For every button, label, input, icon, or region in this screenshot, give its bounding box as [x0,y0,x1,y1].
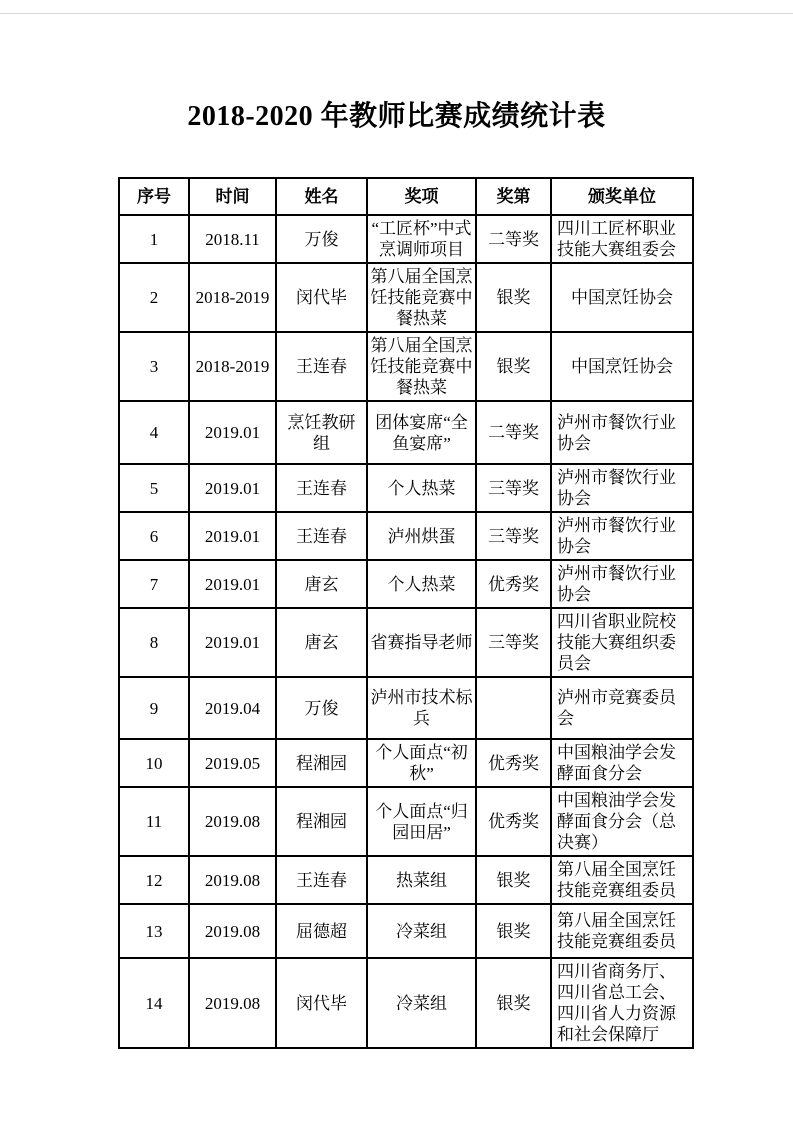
cell-award: “工匠杯”中式烹调师项目 [367,215,476,263]
col-header-award: 奖项 [367,178,476,215]
cell-award: 第八届全国烹饪技能竞赛中餐热菜 [367,263,476,332]
results-table [118,177,694,1049]
cell-award: 冷菜组 [367,904,476,958]
cell-no: 1 [119,215,189,263]
cell-unit: 四川省商务厅、四川省总工会、四川省人力资源和社会保障厅 [551,958,693,1048]
cell-unit: 中国烹饪协会 [551,332,693,401]
cell-no: 10 [119,739,189,787]
cell-time: 2019.04 [189,677,276,739]
cell-no: 2 [119,263,189,332]
cell-award: 泸州市技术标兵 [367,677,476,739]
cell-no: 9 [119,677,189,739]
cell-unit: 中国粮油学会发酵面食分会 [551,739,693,787]
cell-name: 闵代毕 [276,263,367,332]
col-header-name: 姓名 [276,178,367,215]
cell-time: 2018-2019 [189,263,276,332]
cell-no: 12 [119,856,189,904]
cell-award: 个人热菜 [367,560,476,608]
cell-no: 13 [119,904,189,958]
cell-time: 2019.01 [189,401,276,464]
cell-time: 2019.05 [189,739,276,787]
table-row [119,787,693,856]
page-top-divider [0,13,793,14]
cell-no: 7 [119,560,189,608]
cell-award: 个人热菜 [367,464,476,512]
document-title: 2018-2020 年教师比赛成绩统计表 [187,101,606,132]
cell-rank: 银奖 [476,856,551,904]
col-header-time: 时间 [189,178,276,215]
cell-unit: 第八届全国烹饪技能竞赛组委员 [551,904,693,958]
cell-name: 王连春 [276,856,367,904]
table-row [119,677,693,739]
cell-no: 5 [119,464,189,512]
cell-rank: 优秀奖 [476,787,551,856]
cell-time: 2019.01 [189,464,276,512]
cell-award: 泸州烘蛋 [367,512,476,560]
table-row [119,904,693,958]
cell-award: 个人面点“初秋” [367,739,476,787]
table-row [119,739,693,787]
col-header-no: 序号 [119,178,189,215]
cell-award: 省赛指导老师 [367,608,476,677]
cell-unit: 中国烹饪协会 [551,263,693,332]
cell-name: 万俊 [276,215,367,263]
cell-unit: 第八届全国烹饪技能竞赛组委员 [551,856,693,904]
cell-name: 唐玄 [276,608,367,677]
cell-award: 个人面点“归园田居” [367,787,476,856]
cell-unit: 四川工匠杯职业技能大赛组委会 [551,215,693,263]
cell-rank: 银奖 [476,263,551,332]
cell-unit: 四川省职业院校技能大赛组织委员会 [551,608,693,677]
cell-rank: 银奖 [476,904,551,958]
cell-time: 2019.08 [189,856,276,904]
col-header-rank: 奖第 [476,178,551,215]
col-header-unit: 颁奖单位 [551,178,693,215]
cell-rank: 三等奖 [476,608,551,677]
cell-rank: 优秀奖 [476,739,551,787]
cell-name: 闵代毕 [276,958,367,1048]
cell-time: 2019.08 [189,958,276,1048]
table-row [119,958,693,1048]
cell-award: 团体宴席“全鱼宴席” [367,401,476,464]
cell-no: 3 [119,332,189,401]
table-row [119,464,693,512]
table-header-row [119,178,693,215]
cell-time: 2018-2019 [189,332,276,401]
table-row [119,401,693,464]
cell-name: 王连春 [276,464,367,512]
cell-unit: 泸州市餐饮行业协会 [551,560,693,608]
cell-rank [476,677,551,739]
cell-rank: 优秀奖 [476,560,551,608]
cell-name: 程湘园 [276,787,367,856]
cell-unit: 泸州市餐饮行业协会 [551,464,693,512]
cell-time: 2019.01 [189,560,276,608]
cell-name: 程湘园 [276,739,367,787]
cell-name: 王连春 [276,332,367,401]
cell-rank: 二等奖 [476,401,551,464]
cell-time: 2019.08 [189,787,276,856]
cell-unit: 泸州市餐饮行业协会 [551,401,693,464]
results-table-body [119,215,693,1048]
cell-time: 2018.11 [189,215,276,263]
cell-no: 14 [119,958,189,1048]
cell-no: 6 [119,512,189,560]
cell-rank: 三等奖 [476,512,551,560]
table-row [119,856,693,904]
table-row [119,263,693,332]
cell-unit: 泸州市竞赛委员会 [551,677,693,739]
cell-name: 烹饪教研组 [276,401,367,464]
cell-time: 2019.08 [189,904,276,958]
table-row [119,215,693,263]
table-row [119,560,693,608]
cell-unit: 中国粮油学会发酵面食分会（总决赛） [551,787,693,856]
cell-no: 4 [119,401,189,464]
cell-rank: 银奖 [476,332,551,401]
cell-name: 万俊 [276,677,367,739]
cell-award: 热菜组 [367,856,476,904]
cell-award: 冷菜组 [367,958,476,1048]
table-row [119,332,693,401]
cell-name: 唐玄 [276,560,367,608]
table-row [119,512,693,560]
cell-award: 第八届全国烹饪技能竞赛中餐热菜 [367,332,476,401]
table-row [119,608,693,677]
cell-rank: 银奖 [476,958,551,1048]
cell-no: 8 [119,608,189,677]
cell-no: 11 [119,787,189,856]
cell-rank: 二等奖 [476,215,551,263]
cell-time: 2019.01 [189,512,276,560]
cell-name: 王连春 [276,512,367,560]
cell-time: 2019.01 [189,608,276,677]
cell-rank: 三等奖 [476,464,551,512]
cell-unit: 泸州市餐饮行业协会 [551,512,693,560]
cell-name: 屈德超 [276,904,367,958]
